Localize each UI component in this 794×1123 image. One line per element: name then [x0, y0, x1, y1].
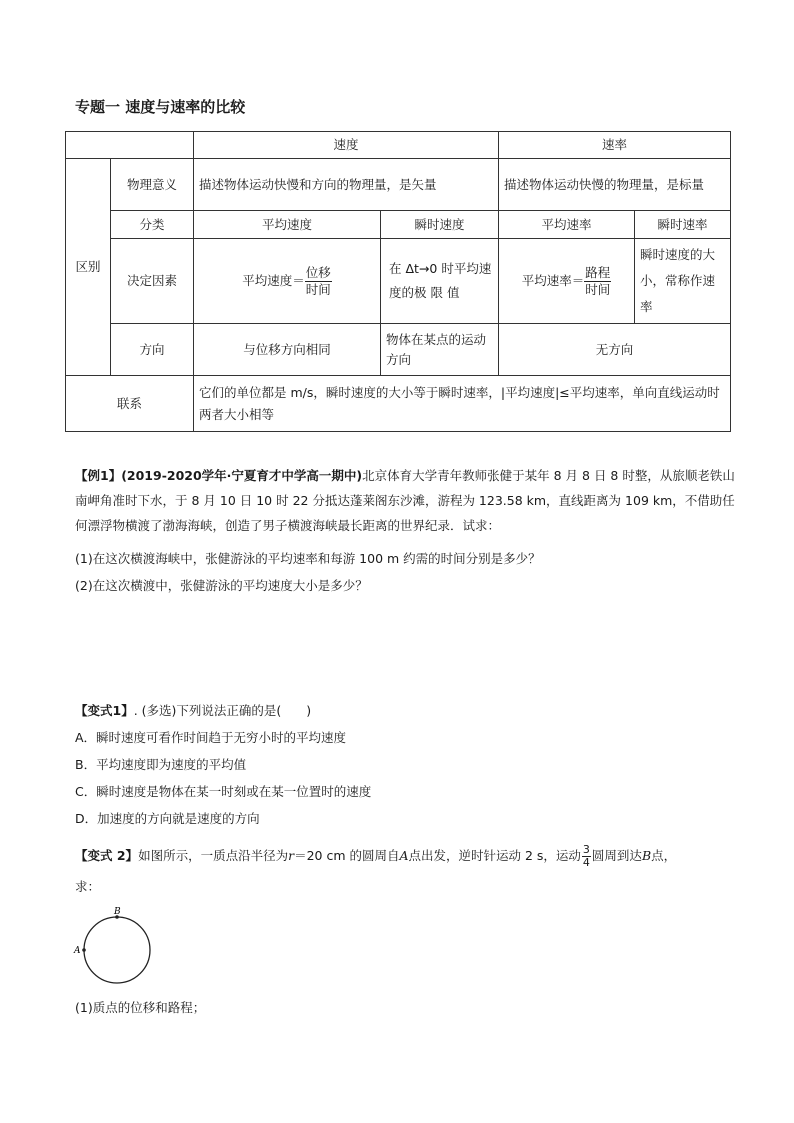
- variant-2-point-b: B: [641, 848, 652, 863]
- point-a-dot: [82, 948, 86, 952]
- avg-speed-fraction: [305, 265, 332, 298]
- variant-2-tag: 【变式 2】: [75, 848, 139, 863]
- point-a-label: A: [74, 946, 81, 956]
- example-1-tag: 【例1】: [75, 468, 122, 483]
- variant-1-stem: [75, 698, 735, 723]
- class-avg-rate: 平均速率: [499, 211, 635, 239]
- variant-2-text-b: ＝20 cm 的圆周自: [294, 848, 400, 863]
- rate-meaning: 描述物体运动快慢的物理量，是标量: [499, 159, 731, 211]
- label-class: 分类: [111, 211, 194, 239]
- relation-label: 联系: [66, 376, 194, 432]
- variant-1-text: . (多选)下列说法正确的是( ): [133, 703, 312, 718]
- example-1-source: (2019-2020学年·宁夏育才中学高一期中): [121, 468, 363, 483]
- speed-meaning: 描述物体运动快慢和方向的物理量，是矢量: [194, 159, 499, 211]
- option-a: A．瞬时速度可看作时间趋于无穷小时的平均速度: [75, 730, 347, 745]
- variant-2-point-a: A: [399, 848, 409, 863]
- example-1: [75, 463, 735, 538]
- three-quarter-fraction: [582, 844, 591, 869]
- direction-rate: 无方向: [499, 324, 731, 376]
- avg-speed-formula-prefix: 平均速度＝: [242, 272, 305, 288]
- circle-path: [84, 917, 150, 983]
- table-corner: [66, 132, 194, 159]
- variant-2-ask: 求：: [75, 879, 101, 894]
- direction-inst-speed: 物体在某点的运动方向: [381, 324, 499, 376]
- variant-2-question-1: (1)质点的位移和路程；: [75, 1000, 206, 1015]
- point-b-label: B: [114, 907, 121, 917]
- class-inst-rate: 瞬时速率: [635, 211, 731, 239]
- class-avg-speed: 平均速度: [194, 211, 381, 239]
- option-b: B．平均速度即为速度的平均值: [75, 757, 247, 772]
- circle-diagram: [70, 903, 160, 993]
- direction-avg-speed: 与位移方向相同: [194, 324, 381, 376]
- fraction-numerator: 路程: [585, 264, 611, 280]
- option-c: C．瞬时速度是物体在某一时刻或在某一位置时的速度: [75, 784, 372, 799]
- example-1-question-1: (1)在这次横渡海峡中，张健游泳的平均速率和每游 100 m 约需的时间分别是多少？: [75, 551, 541, 566]
- example-1-body: 北京体育大学青年教师张健于某年 8 月 8 日 8 时整，从旅顺老铁山南岬角准时下水，于 8 月 10 日 10 时 22 分抵达蓬莱阁东沙滩，游程为 123.58 km，直线距离为 109 km，不借助任何漂浮物横渡了渤海海峡，创造了男子横渡海峡最长距离的世界纪录．试求：: [75, 468, 735, 533]
- factor-avg-speed: [194, 239, 381, 324]
- variant-2-radius-symbol: r: [288, 848, 295, 863]
- variant-2-stem: [75, 843, 735, 869]
- option-d: D．加速度的方向就是速度的方向: [75, 811, 260, 826]
- example-1-question-2: (2)在这次横渡中，张健游泳的平均速度大小是多少？: [75, 578, 368, 593]
- comparison-table: [65, 131, 731, 432]
- factor-inst-speed: 在 Δt→0 时平均速度的极 限 值: [381, 239, 499, 324]
- avg-rate-fraction: [584, 265, 611, 298]
- difference-label: 区别: [66, 159, 111, 376]
- header-rate: 速率: [499, 132, 731, 159]
- avg-rate-formula-prefix: 平均速率＝: [521, 272, 585, 288]
- fraction-denominator: 4: [582, 856, 590, 869]
- relation-text: 它们的单位都是 m/s，瞬时速度的大小等于瞬时速率，|平均速度|≤平均速率，单向直线运动时两者大小相等: [194, 376, 731, 432]
- label-direction: 方向: [111, 324, 194, 376]
- variant-2-text-d: 圆周到达: [591, 848, 642, 863]
- fraction-numerator: 位移: [305, 264, 331, 280]
- variant-2-text-a: 如图所示，一质点沿半径为: [138, 848, 289, 863]
- section-title: 专题一 速度与速率的比较: [75, 98, 246, 116]
- label-factor: 决定因素: [111, 239, 194, 324]
- factor-avg-rate: [499, 239, 635, 324]
- class-inst-speed: 瞬时速度: [381, 211, 499, 239]
- variant-2-text-e: 点，: [651, 848, 677, 863]
- fraction-denominator: 时间: [585, 281, 611, 297]
- factor-inst-rate: 瞬时速度的大小，常称作速 率: [635, 239, 731, 324]
- label-meaning: 物理意义: [111, 159, 194, 211]
- header-speed: 速度: [194, 132, 499, 159]
- variant-2-text-c: 点出发，逆时针运动 2 s，运动: [408, 848, 581, 863]
- variant-1-tag: 【变式1】: [75, 703, 134, 718]
- fraction-denominator: 时间: [305, 281, 331, 297]
- fraction-numerator: 3: [582, 843, 590, 856]
